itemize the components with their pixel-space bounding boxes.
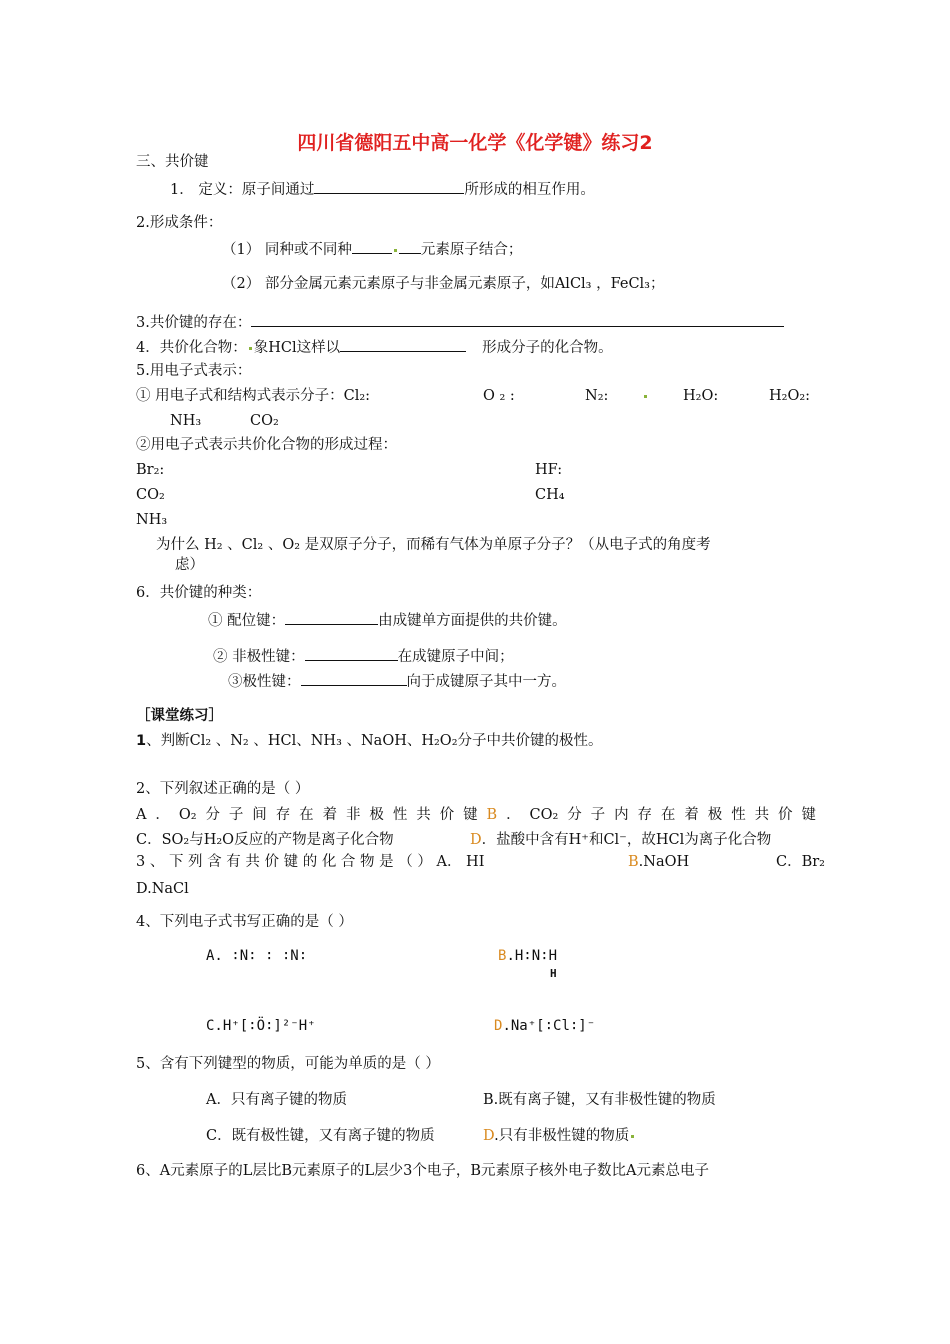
q2-char: A (136, 807, 147, 823)
molecule-h2o: H₂O: (683, 388, 719, 404)
polar-bond-blank (301, 670, 407, 686)
molecule-o2: O ₂ : (483, 388, 515, 404)
formation-heading: ②用电子式表示共价化合物的形成过程： (136, 437, 397, 453)
section-covalent-bond: 三、共价键 (136, 154, 209, 170)
molecule-h2o2: H₂O₂: (769, 388, 811, 404)
condition-2-line: （2） 部分金属元素元素原子与非金属元素原子，如AlCl₃ ，FeCl₃； (222, 276, 665, 292)
question-3-option-b (628, 852, 689, 872)
q2-char: 极 (369, 807, 384, 823)
question-4-option-d (494, 1016, 595, 1036)
q3-b-letter: B (628, 854, 639, 870)
nonpolar-bond-tail: 在成键原子中间； (397, 649, 514, 665)
q2-char: ． (506, 807, 521, 823)
existence-blank (251, 311, 784, 327)
q2-char: 价 (778, 807, 793, 823)
q2-char: 着 (684, 807, 699, 823)
question-1-text: 、判断Cl₂ 、N₂ 、HCl、NH₃ 、NaOH、H₂O₂分子中共价键的极性。 (146, 733, 603, 749)
existence-label: 3.共价键的存在： (136, 315, 252, 331)
condition-1-label: （1） 同种或不同种 (222, 242, 352, 258)
q2-char: O₂ (178, 807, 197, 823)
q2-char: 非 (345, 807, 361, 823)
q2-char: 间 (252, 807, 267, 823)
question-6: 6、A元素原子的L层比B元素原子的L层少3个电子，B元素原子核外电子数比A元素总电子 (136, 1163, 709, 1179)
compound-line (136, 336, 613, 358)
q2-char: 在 (299, 807, 314, 823)
question-4-option-c: C.H⁺[∶Ö∶]²⁻H⁺ (206, 1018, 316, 1034)
question-5-option-c: C．既有极性键，又有离子键的物质 (206, 1128, 435, 1144)
q2-char: 存 (637, 807, 652, 823)
formation-br2: Br₂: (136, 462, 165, 478)
compound-label: 4．共价化合物： (136, 340, 247, 356)
existence-line (136, 311, 784, 333)
q2-char: 键 (801, 807, 816, 823)
nonpolar-bond-label: ② 非极性键： (213, 649, 305, 665)
polar-bond-tail: 向于成键原子其中一方。 (406, 674, 566, 690)
question-2-option-d (470, 830, 771, 850)
dot-mark (249, 347, 252, 350)
molecule-n2: N₂: (585, 388, 609, 404)
q2-char: 共 (754, 807, 770, 823)
q2-char: 存 (275, 807, 291, 823)
compound-example: 象HCl这样以 (253, 340, 341, 356)
q4-b-letter: B (498, 948, 507, 964)
molecule-co2: CO₂ (250, 413, 279, 429)
q5-d-letter: D (483, 1128, 495, 1144)
q2-char: 性 (392, 807, 408, 823)
question-4-option-b (498, 946, 557, 966)
question-4: 4、下列电子式书写正确的是（ ） (136, 914, 353, 930)
compound-tail: 形成分子的化合物。 (482, 340, 613, 356)
question-1-number: 1 (136, 733, 147, 749)
dot-mark (644, 395, 647, 398)
question-2-options-ab (136, 805, 816, 825)
page-title: 四川省德阳五中高一化学《化学键》练习2 (297, 132, 653, 154)
formation-hf: HF: (535, 462, 563, 478)
question-2: 2、下列叙述正确的是（ ） (136, 781, 310, 797)
q2-char: 在 (660, 807, 676, 823)
nonpolar-bond-blank (305, 645, 398, 661)
condition-1-blank-b (399, 238, 421, 254)
polar-bond-label: ③极性键： (228, 674, 301, 690)
condition-1-line (222, 238, 522, 260)
question-3-option-c: C．Br₂ (776, 854, 825, 870)
polar-bond-line (228, 670, 566, 692)
classroom-exercise-heading: ［课堂练习］ (136, 708, 223, 724)
q2-char: 内 (614, 807, 629, 823)
question-5-option-b: B.既有离子键，又有非极性键的物质 (483, 1092, 716, 1108)
q2-d-text: ．盐酸中含有H⁺和Cl⁻，故HCl为离子化合物 (481, 832, 772, 848)
definition-label: 1． 定义：原子间通过 (170, 182, 315, 198)
q4-b-text: .H∶N∶H (506, 948, 558, 964)
coordinate-bond-tail: 由成键单方面提供的共价键。 (378, 613, 567, 629)
definition-line (170, 178, 595, 200)
condition-1-blank-a (352, 238, 392, 254)
q4-d-letter: D (494, 1018, 503, 1034)
coordinate-bond-label: ① 配位键： (208, 613, 286, 629)
molecules-line: ① 用电子式和结构式表示分子：Cl₂: (136, 388, 371, 404)
definition-tail: 所形成的相互作用。 (464, 182, 595, 198)
q2-char: ． (155, 807, 170, 823)
question-3-option-d: D.NaCl (136, 881, 189, 897)
definition-blank (314, 178, 464, 194)
formation-ch4: CH₄ (535, 487, 565, 503)
q2-char: 键 (463, 807, 478, 823)
q4-d-text: .Na⁺[∶Cl∶]⁻ (502, 1018, 596, 1034)
dot-mark (631, 1135, 634, 1138)
q2-char: CO₂ (529, 807, 559, 823)
coordinate-bond-blank (285, 609, 378, 625)
q2-d-letter: D (470, 832, 482, 848)
question-1 (136, 731, 603, 751)
q2-char: 分 (567, 807, 582, 823)
compound-blank (340, 336, 466, 352)
q5-d-text: .只有非极性键的物质 (494, 1128, 630, 1144)
question-5: 5、含有下列键型的物质，可能为单质的是（ ） (136, 1056, 440, 1072)
nonpolar-bond-line (213, 645, 514, 667)
q2-char: 价 (439, 807, 455, 823)
conditions-heading: 2.形成条件： (136, 215, 223, 231)
question-4-option-a: A. ∶N∶ ∶ ∶N∶ (206, 948, 308, 964)
dot-mark-line (642, 386, 649, 406)
question-3: 3 、 下 列 含 有 共 价 键 的 化 合 物 是 （ ） A． HI (136, 854, 485, 870)
dot-mark (394, 249, 397, 252)
formation-co2: CO₂ (136, 487, 165, 503)
molecule-nh3: NH₃ (170, 413, 202, 429)
why-question-line-2: 虑） (175, 557, 204, 573)
question-2-option-c: C．SO₂与H₂O反应的产物是离子化合物 (136, 832, 394, 848)
formation-nh3: NH₃ (136, 512, 168, 528)
q2-answer-letter: B (486, 807, 498, 823)
coordinate-bond-line (208, 609, 567, 631)
q3-b-text: .NaOH (638, 854, 690, 870)
q2-char: 着 (322, 807, 338, 823)
question-5-option-a: A．只有离子键的物质 (206, 1092, 347, 1108)
question-5-option-d (483, 1126, 636, 1146)
q4-b-lower-h: H (550, 967, 557, 980)
q2-char: 子 (228, 807, 244, 823)
bond-types-heading: 6．共价键的种类： (136, 585, 262, 601)
condition-1-tail: 元素原子结合； (420, 242, 523, 258)
q2-char: 子 (590, 807, 606, 823)
q2-char: 性 (731, 807, 746, 823)
q2-char: 分 (205, 807, 220, 823)
q2-char: 极 (707, 807, 723, 823)
q2-char: 共 (416, 807, 431, 823)
electron-formula-heading: 5.用电子式表示： (136, 363, 252, 379)
why-question-line-1: 为什么 H₂ 、Cl₂ 、O₂ 是双原子分子，而稀有气体为单原子分子？（从电子式的角度考 (156, 537, 711, 553)
